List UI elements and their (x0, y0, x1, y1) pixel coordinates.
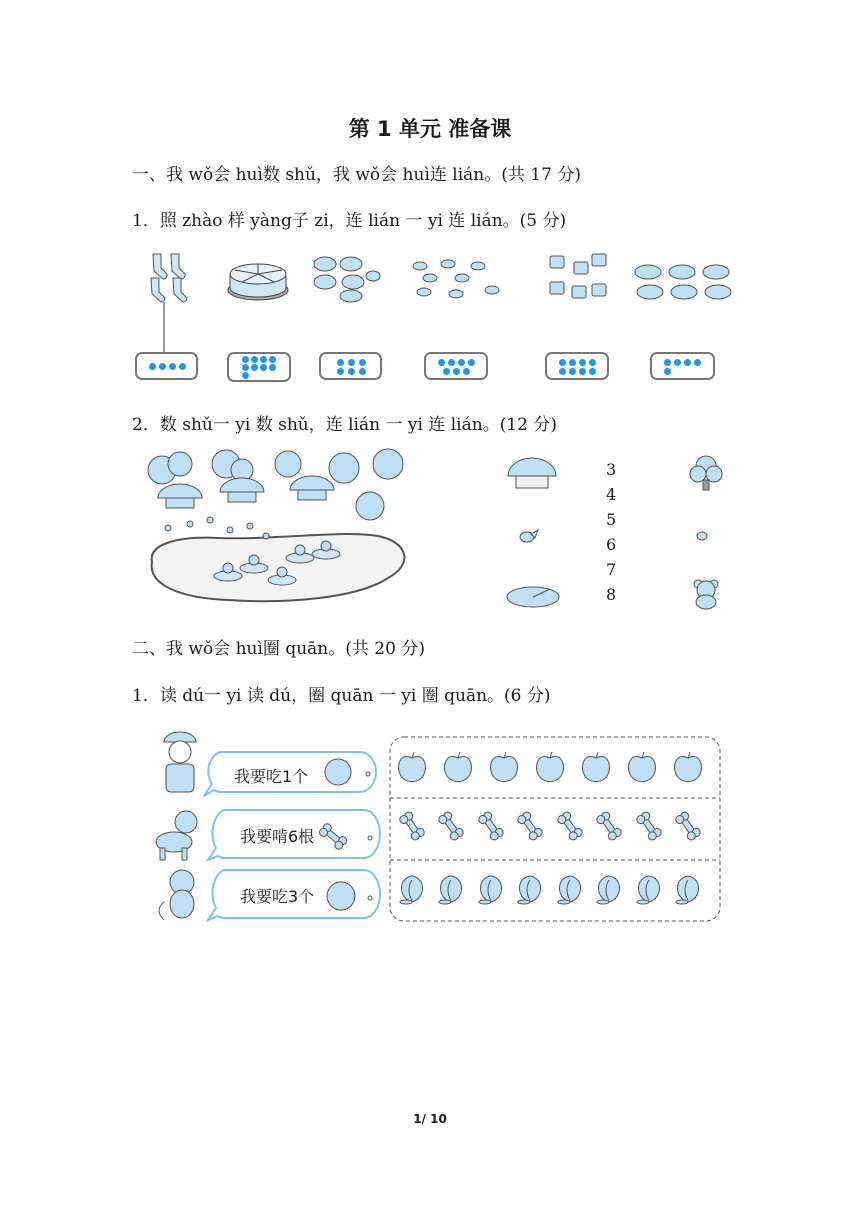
dot-box-8[interactable] (545, 352, 609, 380)
candies-icon (404, 256, 508, 302)
number-label: 5 (606, 510, 617, 529)
dot-box-9[interactable] (227, 352, 291, 382)
bone-icon[interactable] (514, 806, 546, 846)
peach-icon[interactable] (475, 872, 507, 912)
number-label: 8 (606, 585, 617, 604)
section-1-heading: 一、我 wǒ会 huì数 shǔ，我 wǒ会 huì连 lián。(共 17 分) (132, 165, 581, 185)
bone-icon[interactable] (396, 806, 428, 846)
apple-icon[interactable] (580, 752, 612, 792)
tree-icon (688, 452, 724, 492)
forest-scene-illustration (138, 446, 414, 606)
question-1-2-text: 2．数 shǔ一 yi 数 shǔ，连 lián 一 yi 连 lián。(12 分) (132, 415, 557, 435)
peach-icon[interactable] (672, 872, 704, 912)
bone-icon[interactable] (554, 806, 586, 846)
section-2-heading: 二、我 wǒ会 huì圈 quān。(共 20 分) (132, 639, 425, 659)
mushroom-house-icon (506, 456, 558, 490)
bird-icon (517, 528, 539, 544)
page-number: 1/ 10 (413, 1112, 447, 1126)
number-label: 4 (606, 485, 617, 504)
bear-icon (692, 578, 720, 610)
bubble-text-2: 我要啃6根 (240, 827, 315, 846)
lily-pad-icon (506, 585, 560, 609)
dot-box-4[interactable] (135, 352, 198, 380)
peach-icon[interactable] (554, 872, 586, 912)
peach-icon[interactable] (514, 872, 546, 912)
apple-icon[interactable] (488, 752, 520, 792)
dog-icon (150, 808, 206, 862)
cups-icon (548, 252, 610, 304)
turtles-icon (311, 252, 381, 304)
apple-icon[interactable] (534, 752, 566, 792)
bone-icon[interactable] (435, 806, 467, 846)
number-label: 3 (606, 460, 617, 479)
bubble-text-1: 我要吃1个 (234, 767, 309, 786)
page-title: 第 1 单元 准备课 (348, 117, 512, 141)
number-label: 7 (606, 560, 617, 579)
bubble-text-3: 我要吃3个 (240, 887, 315, 906)
bone-icon[interactable] (475, 806, 507, 846)
apple-icon[interactable] (396, 752, 428, 792)
peach-icon[interactable] (633, 872, 665, 912)
bone-icon[interactable] (593, 806, 625, 846)
dot-box-6[interactable] (319, 352, 382, 380)
apple-icon[interactable] (442, 752, 474, 792)
peach-icon[interactable] (435, 872, 467, 912)
question-2-1-text: 1．读 dú一 yi 读 dú，圈 quān 一 yi 圈 quān。(6 分) (132, 686, 551, 706)
bone-icon[interactable] (672, 806, 704, 846)
dot-box-5[interactable] (650, 352, 715, 380)
cake-icon (227, 252, 289, 304)
socks-icon (145, 252, 195, 302)
dot-box-7[interactable] (424, 352, 488, 380)
bird-icon-small (694, 528, 710, 542)
peach-icon[interactable] (396, 872, 428, 912)
boy-icon (156, 728, 204, 802)
apple-icon[interactable] (626, 752, 658, 792)
peach-icon[interactable] (593, 872, 625, 912)
apple-icon[interactable] (672, 752, 704, 792)
bone-icon[interactable] (633, 806, 665, 846)
example-connector-line (163, 302, 165, 352)
cookies-icon (634, 262, 732, 304)
question-1-1-text: 1．照 zhào 样 yàng子 zi，连 lián 一 yi 连 lián。(5 分) (132, 211, 567, 231)
number-label: 6 (606, 535, 617, 554)
monkey-icon (154, 866, 210, 924)
